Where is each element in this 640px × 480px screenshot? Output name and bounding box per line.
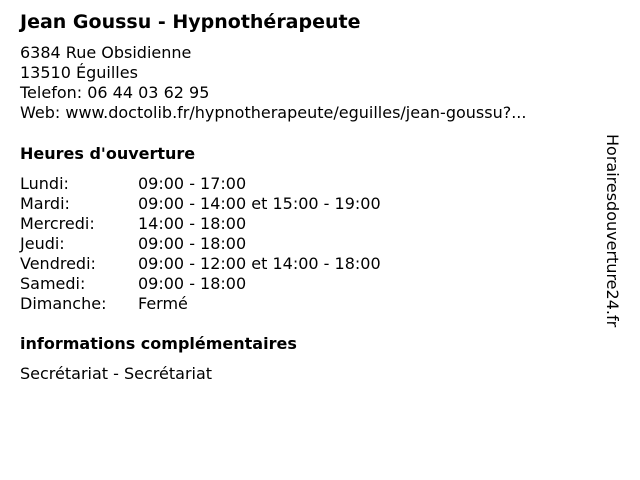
- additional-info-heading: informations complémentaires: [20, 334, 297, 353]
- hours-day: Vendredi:: [20, 254, 96, 273]
- hours-row-sunday: [20, 294, 381, 314]
- opening-hours-table: [20, 174, 381, 314]
- hours-day: Lundi:: [20, 174, 69, 193]
- hours-row-tuesday: [20, 194, 381, 214]
- hours-time: 09:00 - 14:00 et 15:00 - 19:00: [138, 194, 381, 213]
- hours-time: 09:00 - 17:00: [138, 174, 247, 193]
- opening-hours-heading: Heures d'ouverture: [20, 144, 196, 163]
- hours-row-thursday: [20, 234, 381, 254]
- additional-info-value: Secrétariat - Secrétariat: [20, 364, 213, 383]
- hours-time: 09:00 - 18:00: [138, 234, 247, 253]
- hours-time: 09:00 - 12:00 et 14:00 - 18:00: [138, 254, 381, 273]
- street-address: 6384 Rue Obsidienne: [20, 43, 192, 62]
- hours-day: Dimanche:: [20, 294, 107, 313]
- hours-row-friday: [20, 254, 381, 274]
- hours-time: 14:00 - 18:00: [138, 214, 247, 233]
- hours-time: 09:00 - 18:00: [138, 274, 247, 293]
- phone-number: Telefon: 06 44 03 62 95: [20, 83, 210, 102]
- hours-day: Jeudi:: [20, 234, 65, 253]
- hours-time: Fermé: [138, 294, 188, 313]
- hours-row-saturday: [20, 274, 381, 294]
- hours-day: Mardi:: [20, 194, 70, 213]
- hours-row-wednesday: [20, 214, 381, 234]
- site-watermark: Horairesdouverture24.fr: [603, 134, 622, 328]
- business-title: Jean Goussu - Hypnothérapeute: [20, 11, 361, 33]
- address-block: [20, 43, 526, 123]
- hours-day: Mercredi:: [20, 214, 95, 233]
- city-address: 13510 Éguilles: [20, 63, 138, 82]
- hours-row-monday: [20, 174, 381, 194]
- hours-day: Samedi:: [20, 274, 86, 293]
- website-link[interactable]: Web: www.doctolib.fr/hypnotherapeute/eguilles/jean-goussu?...: [20, 103, 527, 122]
